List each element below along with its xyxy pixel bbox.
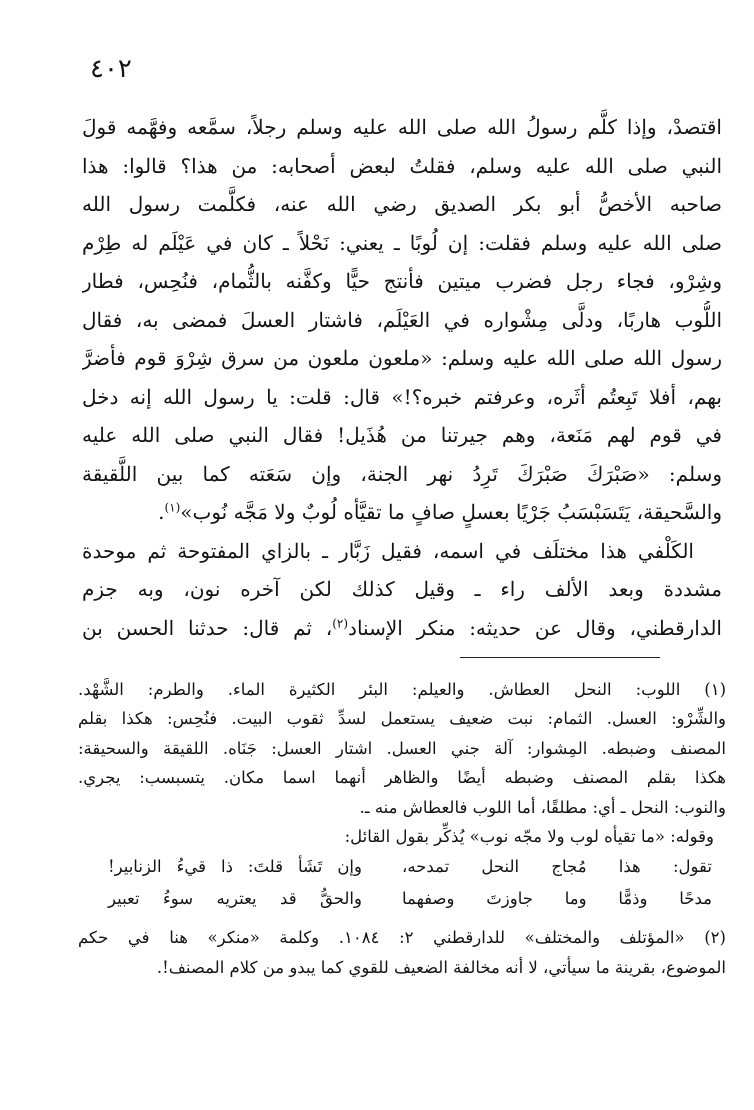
text-line: صلى الله عليه وسلم فقلت: إن لُوبًا ـ يعني: نَحْلاً ـ كان في عَيْلَم له طِرْم xyxy=(82,230,722,255)
page-number: ٤٠٢ xyxy=(90,54,132,84)
footnote-ref-2[interactable]: (٢) xyxy=(332,615,349,630)
text-line-body: الدارقطني، وقال عن حديثه: منكر الإسناد xyxy=(348,615,722,640)
footnote-line: هكذا بقلم المصنف وضبطه أيضًا والظاهر أنهما اسما مكان. يتسبسب: يجري. xyxy=(78,768,726,788)
verse-first-hemistich: مدحًا وذمًّا وما جاوزتَ وصفهما xyxy=(402,889,712,909)
text-line: النبي صلى الله عليه وسلم، فقلتُ لبعض أصحابه: من هذا؟ قالوا: هذا xyxy=(82,153,722,178)
poem-verse xyxy=(78,883,726,915)
text-line: وشِرْو، فجاء رجل فضرب ميتين فأنتج حيًّا وكفَّنه بالثُّمام، فنُحِس، فطار xyxy=(82,269,722,293)
text-line: الكَلْفي هذا مختلَف في اسمه، فقيل زَبَّار ـ بالزاي المفتوحة ثم موحدة xyxy=(82,538,694,563)
text-line: وسلم: «صَبْرَكَ صَبْرَكَ تَرِدُ نهر الجنة، وإن سَعَته كما بين اللَّقيقة xyxy=(82,461,722,486)
verse-second-hemistich: وإن تَشَأ قلتَ: ذا قيءُ الزنابير! xyxy=(108,857,362,877)
footnote-line: الموضوع، بقرينة ما سيأتي، لا أنه مخالفة الضعيف للقوي كما يبدو من كلام المصنف!. xyxy=(156,957,726,977)
text-line-end: ، ثم قال: حدثنا الحسن بن xyxy=(82,615,333,640)
footnote-line: والشِّرْو: العسل. الثمام: نبت ضعيف يستعمل لسدِّ ثقوب البيت. فنُحِس: هكذا بقلم xyxy=(78,709,726,729)
footnote-line: (١) اللوب: النحل العطاش. والعيلم: البئر الكثيرة الماء. والطرم: الشَّهْد. xyxy=(78,680,726,699)
footnote-ref-1[interactable]: (١) xyxy=(164,500,181,515)
text-line xyxy=(82,493,722,532)
footnote-separator xyxy=(460,657,660,658)
footnote-line: والنوب: النحل ـ أي: مطلقًا، أما اللوب فالعطاش منه ـ. xyxy=(359,797,726,817)
verse-second-hemistich: والحقُّ قد يعتريه سوءُ تعبير xyxy=(108,889,362,909)
main-text xyxy=(82,108,722,647)
poem-verse xyxy=(78,851,726,883)
footnote-line: المصنف وضبطه. المِشوار: آلة جني العسل. اشتار العسل: جَنَاه. اللقيقة والسحيقة: xyxy=(78,738,726,758)
footnote-line: وقوله: «ما تقيأه لوب ولا مجّه نوب» يُذكِّر بقول القائل: xyxy=(344,826,714,846)
text-line: في قوم لهم مَنَعة، وهم جيرتنا من هُذَيل! فقال النبي صلى الله عليه xyxy=(82,423,722,447)
footnote-2 xyxy=(78,923,726,982)
text-line: اللُّوب هاربًا، ودلَّى مِشْواره في العَيْلَم، فاشتار العسلَ فمضى به، فقال xyxy=(82,307,722,332)
text-line-body: والسَّحيقة، يَتَسَبْسَبُ جَرْيًا بعسلٍ صافٍ ما تقيَّأه لُوبٌ ولا مَجَّه نُوب» xyxy=(180,500,722,524)
verse-first-hemistich: تقول: هذا مُجاج النحل تمدحه، xyxy=(402,857,712,877)
text-line: صاحبه الأخصُّ أبو بكر الصديق رضي الله عنه، فكلَّمت رسول الله xyxy=(82,192,722,216)
text-line: رسول الله صلى الله عليه وسلم: «ملعون ملعون من سرق شِرْوَ قوم فأضرَّ xyxy=(82,346,722,370)
text-line xyxy=(82,609,722,648)
footnote-line: (٢) «المؤتلف والمختلف» للدارقطني ٢: ١٠٨٤. وكلمة «منكر» هنا في حكم xyxy=(78,928,726,948)
text-line: اقتصدْ، وإذا كلَّم رسولُ الله صلى الله عليه وسلم رجلاً، سمَّعه وفهَّمه قولَ xyxy=(82,115,722,139)
footnotes xyxy=(78,675,726,982)
text-line-end: . xyxy=(158,500,165,524)
text-line: بهم، أفلا تَبِعتُم أثَره، وعرفتم خبره؟!» قال: قلت: يا رسول الله إنه دخل xyxy=(82,384,722,409)
text-line: مشددة وبعد الألف راء ـ وقيل كذلك لكن آخره نون، وبه جزم xyxy=(82,577,722,601)
